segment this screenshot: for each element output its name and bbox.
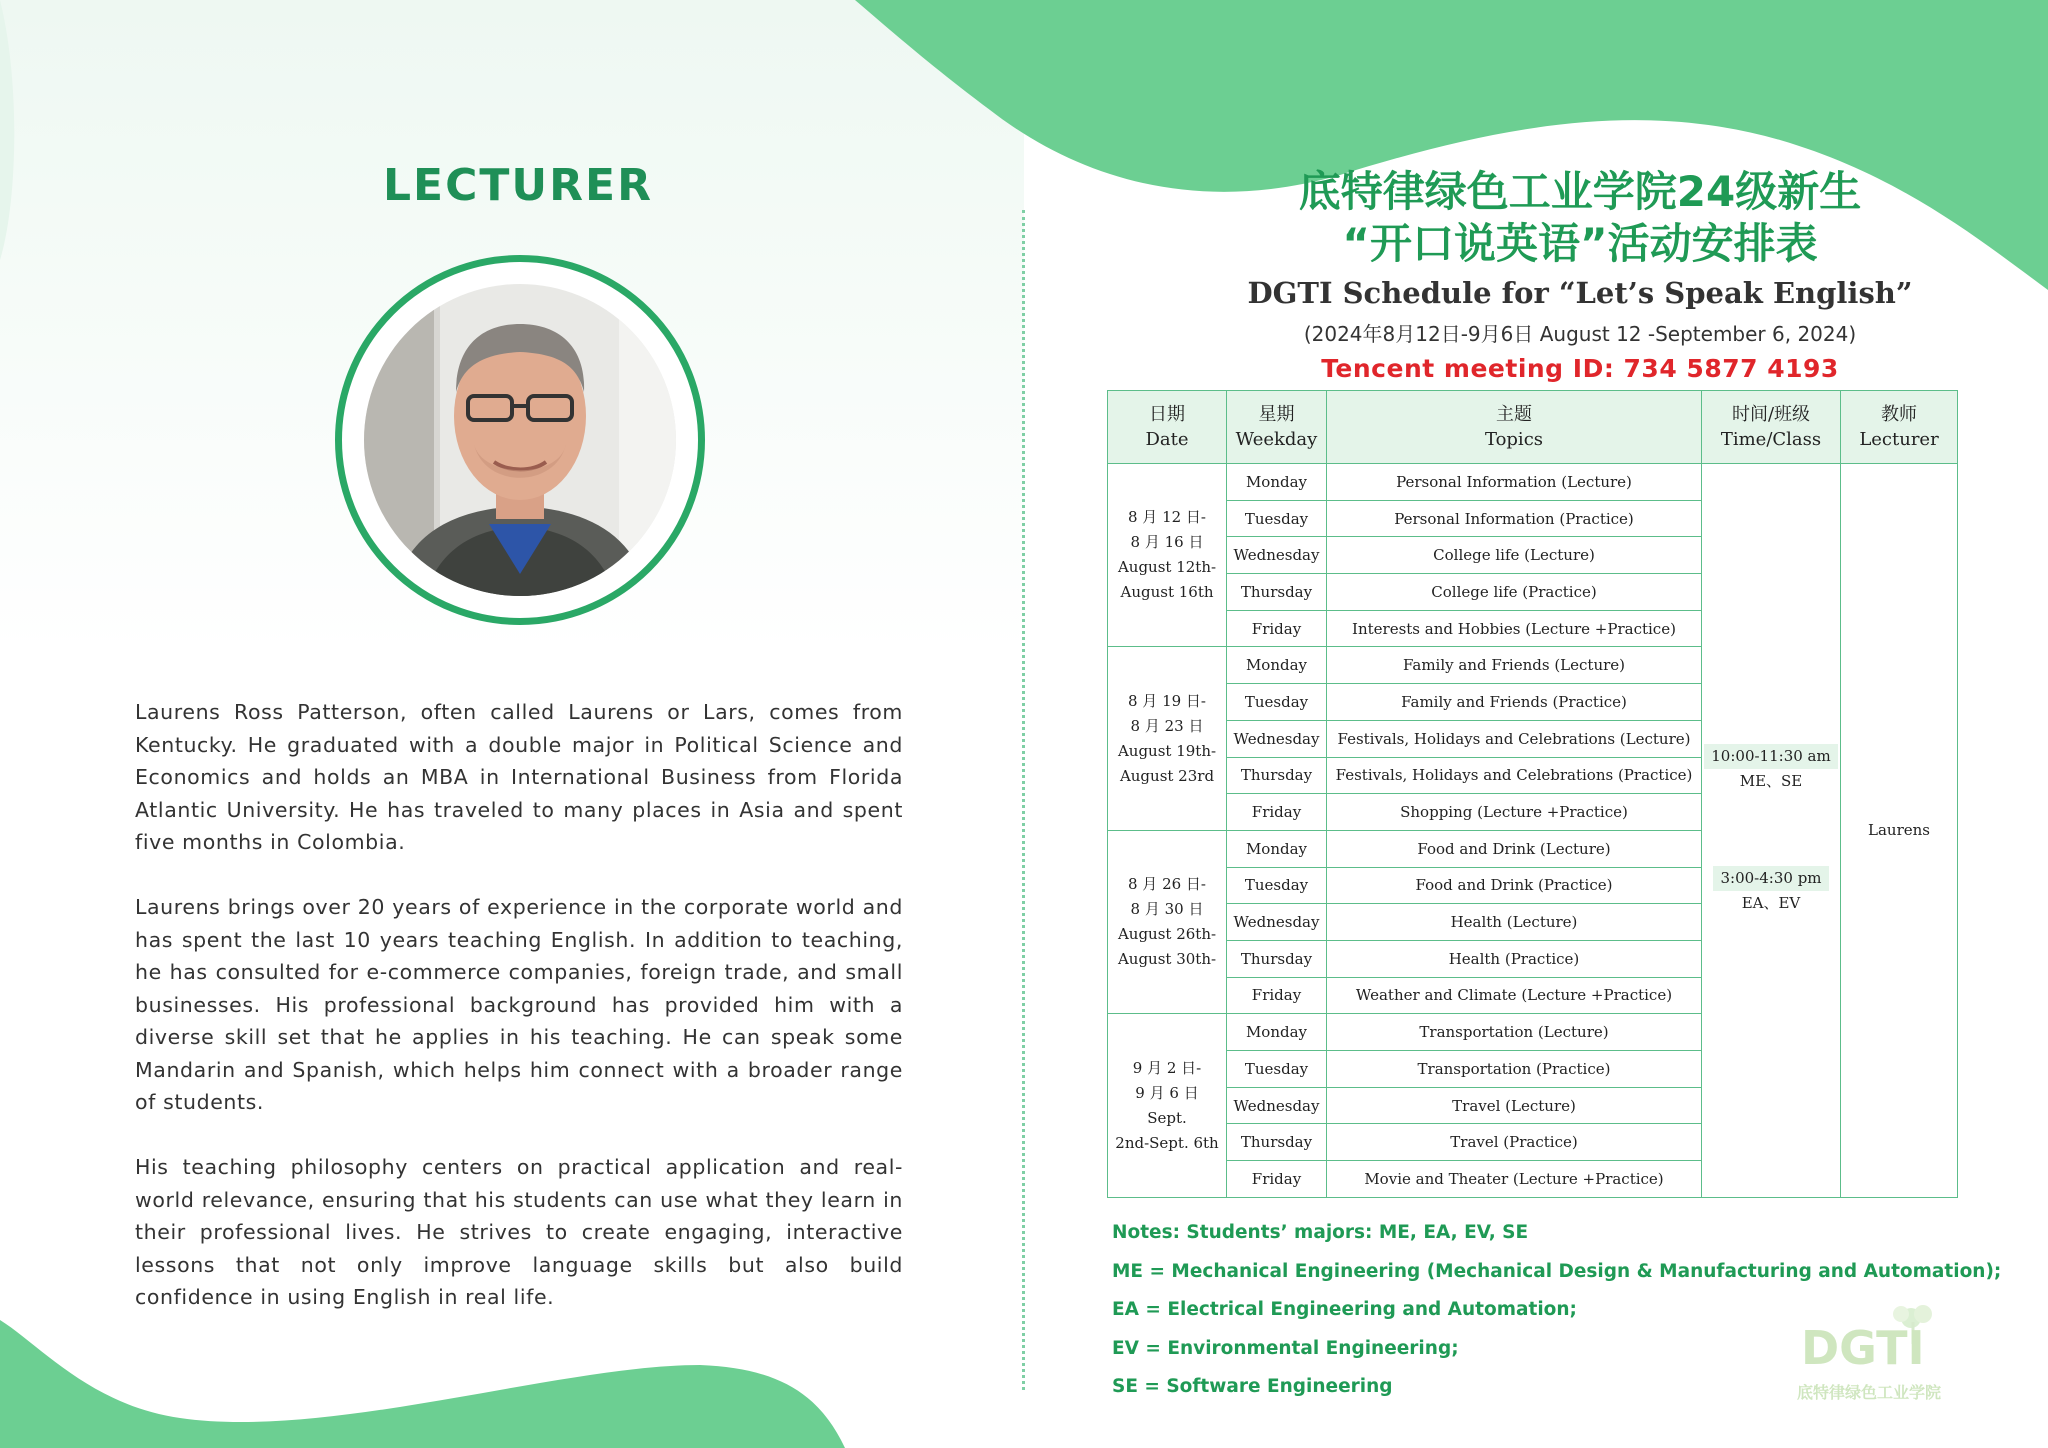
topic-cell: College life (Practice) [1327,574,1702,611]
page-divider [1022,210,1025,1390]
header-time-class: 时间/班级 Time/Class [1702,391,1841,464]
lecturer-cell: Laurens [1841,464,1958,1198]
weekday-cell: Friday [1227,1161,1327,1198]
time-slot: 3:00-4:30 pm EA、EV [1702,866,1840,916]
topic-cell: Personal Information (Practice) [1327,500,1702,537]
topic-cell: Festivals, Holidays and Celebrations (Practice) [1327,757,1702,794]
week-date-cell: 8 月 19 日- 8 月 23 日 August 19th- August 23rd [1108,647,1227,830]
topic-cell: Interests and Hobbies (Lecture +Practice) [1327,610,1702,647]
weekday-cell: Tuesday [1227,867,1327,904]
weekday-cell: Friday [1227,794,1327,831]
week-date-cell: 8 月 26 日- 8 月 30 日 August 26th- August 30th- [1108,830,1227,1013]
weekday-cell: Thursday [1227,574,1327,611]
topic-cell: Personal Information (Lecture) [1327,464,1702,501]
notes-line: ME = Mechanical Engineering (Mechanical Design & Manufacturing and Automation); [1112,1260,2002,1282]
chinese-title-line: 底特律绿色工业学院24级新生 [1298,167,1862,216]
english-title: DGTI Schedule for “Let’s Speak English” [1247,276,1913,310]
weekday-cell: Tuesday [1227,500,1327,537]
week-date-cell: 8 月 12 日- 8 月 16 日 August 12th- August 16th [1108,464,1227,647]
topic-cell: Health (Practice) [1327,940,1702,977]
topic-cell: Food and Drink (Practice) [1327,867,1702,904]
topic-cell: Food and Drink (Lecture) [1327,830,1702,867]
topic-cell: Festivals, Holidays and Celebrations (Lecture) [1327,720,1702,757]
week-date-cell: 9 月 2 日- 9 月 6 日 Sept. 2nd-Sept. 6th [1108,1014,1227,1197]
weekday-cell: Monday [1227,830,1327,867]
lecturer-heading: LECTURER [383,160,653,211]
topic-cell: Health (Lecture) [1327,904,1702,941]
topic-cell: Travel (Lecture) [1327,1087,1702,1124]
weekday-cell: Wednesday [1227,1087,1327,1124]
header-lecturer: 教师 Lecturer [1841,391,1958,464]
table-header-row [1108,391,1958,464]
weekday-cell: Wednesday [1227,720,1327,757]
time-class-cell [1702,464,1841,1198]
notes-line: EA = Electrical Engineering and Automation; [1112,1299,1577,1320]
weekday-cell: Monday [1227,647,1327,684]
topic-cell: College life (Lecture) [1327,537,1702,574]
header-date: 日期 Date [1108,391,1227,464]
chinese-title-line: “开口说英语”活动安排表 [1342,219,1818,268]
topic-cell: Travel (Practice) [1327,1124,1702,1161]
topic-cell: Family and Friends (Lecture) [1327,647,1702,684]
lecturer-bio [135,696,903,1346]
topic-cell: Shopping (Lecture +Practice) [1327,794,1702,831]
header-weekday: 星期 Weekday [1227,391,1327,464]
topic-cell: Family and Friends (Practice) [1327,684,1702,721]
bio-paragraph: Laurens brings over 20 years of experience in the corporate world and has spent the last 10 years teaching English. In addition to teaching, he has consulted for e-commerce companies, foreign trade, and small businesses. His professional background has provided him with a diverse skill set that he applies in his teaching. He can speak some Mandarin and Spanish, which helps him connect with a broader range of students. [135,895,903,1114]
topic-cell: Transportation (Lecture) [1327,1014,1702,1051]
lecturer-photo [364,284,676,596]
table-row [1108,464,1958,501]
weekday-cell: Tuesday [1227,684,1327,721]
weekday-cell: Wednesday [1227,904,1327,941]
notes-line: Notes: Students’ majors: ME, EA, EV, SE [1112,1222,1529,1243]
topic-cell: Transportation (Practice) [1327,1051,1702,1088]
weekday-cell: Friday [1227,977,1327,1014]
notes-line: EV = Environmental Engineering; [1112,1337,1459,1359]
schedule-dates: (2024年8月12日-9月6日 August 12 -September 6, 2024) [1303,322,1857,346]
logo-letters: DGTI [1801,1321,1925,1375]
weekday-cell: Tuesday [1227,1051,1327,1088]
weekday-cell: Monday [1227,464,1327,501]
tencent-meeting-id: Tencent meeting ID: 734 5877 4193 [1321,354,1839,383]
weekday-cell: Thursday [1227,1124,1327,1161]
weekday-cell: Thursday [1227,757,1327,794]
chinese-title [1200,166,1960,270]
lecturer-photo-frame [335,255,705,625]
bio-paragraph: His teaching philosophy centers on practical application and real-world relevance, ensuring that his students can use what they learn in their professional lives. He strives to create engaging, interactive lessons that not only improve language skills but also build confidence in using English in real life. [135,1155,903,1309]
topic-cell: Weather and Climate (Lecture +Practice) [1327,977,1702,1014]
weekday-cell: Friday [1227,610,1327,647]
schedule-table [1107,390,1958,1198]
topic-cell: Movie and Theater (Lecture +Practice) [1327,1161,1702,1198]
dgti-logo [1793,1300,1953,1410]
weekday-cell: Wednesday [1227,537,1327,574]
logo-cn-name: 底特律绿色工业学院 [1797,1383,1942,1402]
time-slot: 10:00-11:30 am ME、SE [1702,744,1840,794]
notes-line: SE = Software Engineering [1112,1376,1393,1397]
header-topics: 主题 Topics [1327,391,1702,464]
bio-paragraph: Laurens Ross Patterson, often called Laurens or Lars, comes from Kentucky. He graduated with a double major in Political Science and Economics and holds an MBA in International Business from Florida Atlantic University. He has traveled to many places in Asia and spent five months in Colombia. [135,700,903,854]
weekday-cell: Monday [1227,1014,1327,1051]
weekday-cell: Thursday [1227,940,1327,977]
